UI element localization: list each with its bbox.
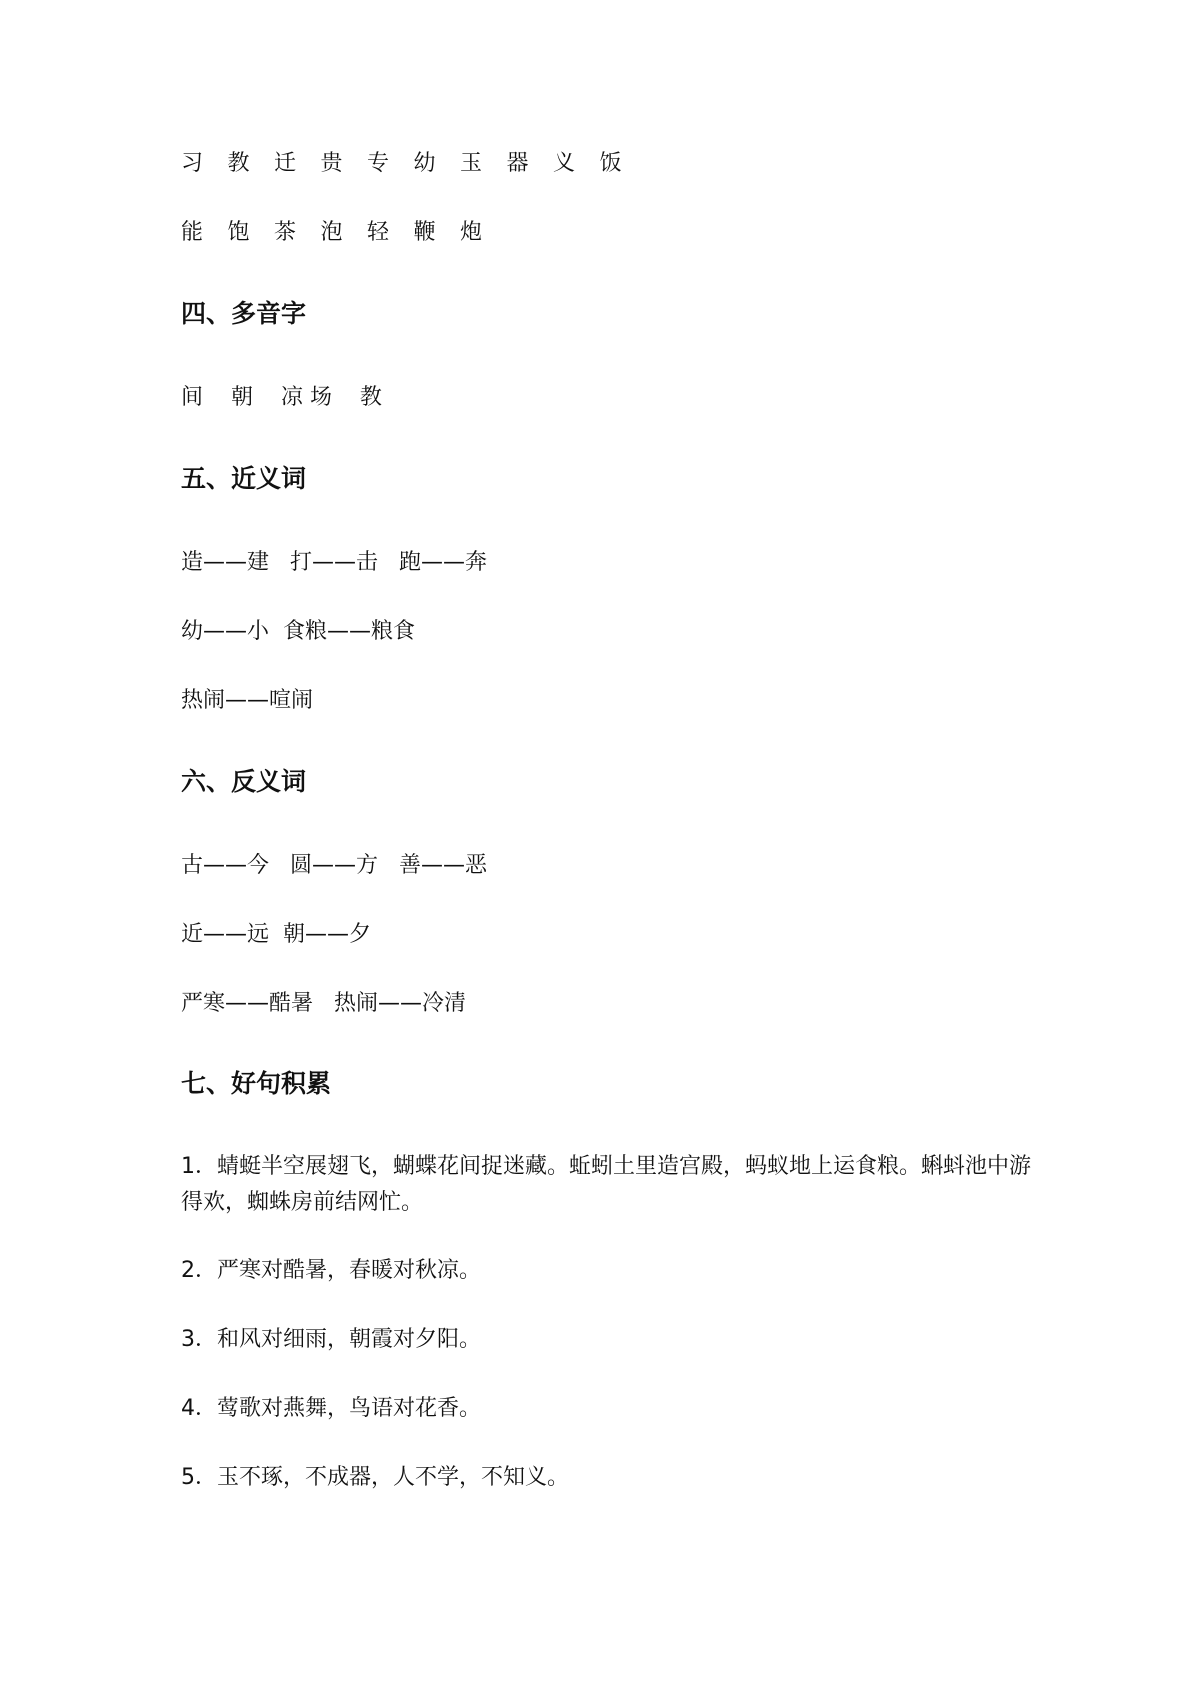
sentence-item-1: 1．蜻蜓半空展翅飞，蝴蝶花间捉迷藏。蚯蚓土里造宫殿，蚂蚁地上运食粮。蝌蚪池中游得欢，蜘蛛房前结网忙。	[181, 1154, 1031, 1215]
synonym-line-3: 热闹——喧闹	[181, 688, 314, 713]
synonym-line-2: 幼——小 食粮——粮食	[181, 619, 415, 644]
section-heading-synonyms: 五、近义词	[181, 464, 307, 493]
section-heading-antonyms: 六、反义词	[181, 767, 307, 796]
synonym-line-1: 造——建 打——击 跑——奔	[181, 550, 487, 575]
sentence-item-4: 4．莺歌对燕舞，鸟语对花香。	[181, 1396, 481, 1421]
sentence-item-2: 2．严寒对酷暑，春暖对秋凉。	[181, 1258, 481, 1283]
antonym-line-2: 近——远 朝——夕	[181, 922, 371, 947]
sentence-item-3: 3．和风对细雨，朝霞对夕阳。	[181, 1327, 481, 1352]
antonym-line-1: 古——今 圆——方 善——恶	[181, 853, 487, 878]
polyphone-list: 间 朝 凉 场 教	[181, 385, 382, 410]
antonym-line-3: 严寒——酷暑 热闹——冷清	[181, 991, 466, 1016]
character-list-line-2: 能饱茶泡轻鞭炮	[181, 220, 507, 245]
section-heading-polyphones: 四、多音字	[181, 299, 307, 328]
sentence-item-5: 5．玉不琢，不成器，人不学，不知义。	[181, 1465, 569, 1490]
section-heading-good-sentences: 七、好句积累	[181, 1069, 332, 1098]
character-list-line-1: 习教迁贵专幼玉器义饭	[181, 151, 647, 176]
